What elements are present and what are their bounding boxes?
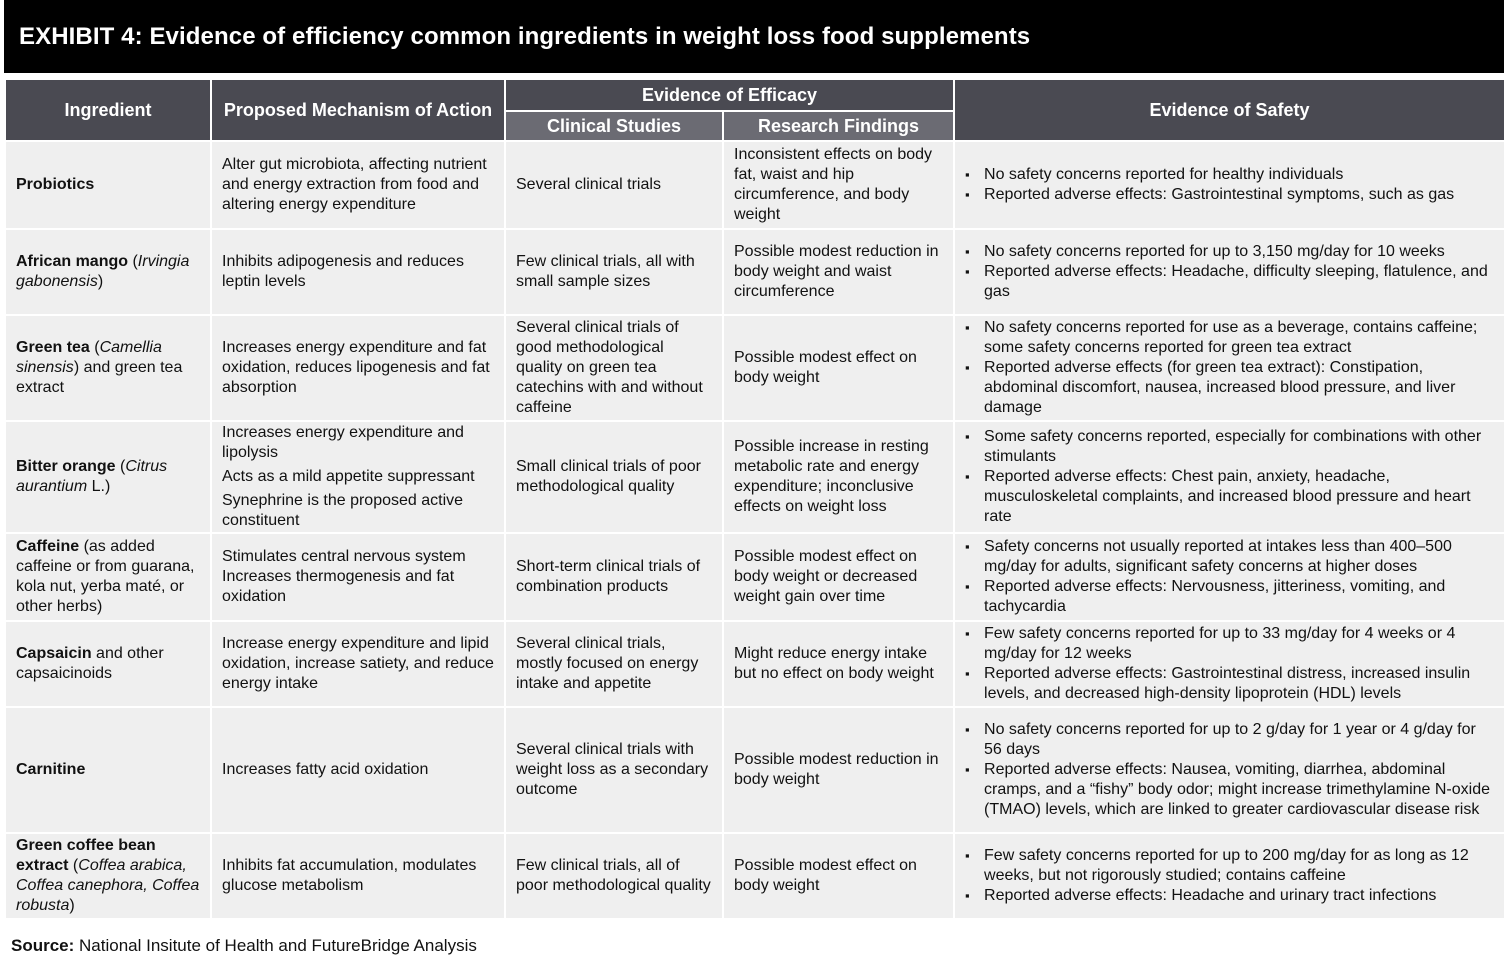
ingredient-cell [5,833,211,919]
mechanism-text: Increases fatty acid oxidation [222,761,429,778]
research-findings-cell: Possible modest effect on body weight [723,315,954,421]
table-row [5,315,1505,421]
header-mechanism: Proposed Mechanism of Action [211,79,505,141]
ingredient-note: ( [115,458,126,475]
ingredient-latin-name: Citrus aurantium [16,458,168,495]
safety-item: ▪ Reported adverse effects (for green tea extract): Constipation, abdominal discomfort, nausea, increased blood pressure, and liver damage [965,358,1494,418]
ingredient-note-end: ) and green tea extract [16,359,183,396]
ingredient-cell [5,421,211,533]
safety-item: ▪ Reported adverse effects: Gastrointestinal distress, increased insulin levels, and decreased high-density lipoprotein (HDL) levels [965,664,1494,704]
ingredient-note: ( [89,339,100,356]
ingredient-cell [5,707,211,833]
table-row [5,229,1505,315]
mechanism-cell [211,707,505,833]
ingredient-cell [5,141,211,229]
ingredient-name: Green tea [16,339,90,356]
ingredient-name: Bitter orange [16,458,116,475]
source-note [11,936,477,956]
header-safety: Evidence of Safety [954,79,1505,141]
evidence-table [4,78,1506,920]
safety-item: ▪ Some safety concerns reported, especially for combinations with other stimulants [965,427,1494,467]
safety-list [965,846,1494,906]
header-efficacy: Evidence of Efficacy [505,79,954,111]
clinical-studies-cell: Several clinical trials, mostly focused on energy intake and appetite [505,621,723,707]
ingredient-cell [5,621,211,707]
ingredient-name: Caffeine [16,538,80,555]
ingredient-cell [5,229,211,315]
ingredient-note: and other capsaicinoids [16,645,164,682]
safety-list [965,427,1494,527]
ingredient-note: ( [128,253,138,270]
safety-cell [954,315,1505,421]
research-findings-cell: Might reduce energy intake but no effect on body weight [723,621,954,707]
clinical-studies-cell: Small clinical trials of poor methodological quality [505,421,723,533]
safety-item: ▪ No safety concerns reported for up to 2 g/day for 1 year or 4 g/day for 56 days [965,720,1494,760]
safety-item: ▪ No safety concerns reported for up to 3,150 mg/day for 10 weeks [965,242,1494,262]
safety-item: ▪ Reported adverse effects: Headache and urinary tract infections [965,886,1494,906]
safety-item: ▪ Few safety concerns reported for up to 200 mg/day for as long as 12 weeks, but not rigorously studied; contains caffeine [965,846,1494,886]
header-research-findings: Research Findings [723,111,954,141]
safety-item: ▪ Reported adverse effects: Chest pain, anxiety, headache, musculoskeletal complaints, and increased blood pressure and heart rate [965,467,1494,527]
safety-item: ▪ No safety concerns reported for use as a beverage, contains caffeine; some safety concerns reported for green tea extract [965,318,1494,358]
exhibit-title: EXHIBIT 4: Evidence of efficiency common ingredients in weight loss food supplements [19,22,1031,50]
ingredient-name: Capsaicin [16,645,92,662]
table-row [5,833,1505,919]
clinical-studies-cell: Several clinical trials of good methodological quality on green tea catechins with and without caffeine [505,315,723,421]
clinical-studies-cell: Few clinical trials, all of poor methodological quality [505,833,723,919]
mechanism-cell [211,533,505,621]
safety-item: ▪ Reported adverse effects: Nervousness, jitteriness, vomiting, and tachycardia [965,577,1494,617]
safety-list [965,165,1494,205]
safety-cell [954,707,1505,833]
research-findings-cell: Possible modest effect on body weight [723,833,954,919]
safety-item: ▪ Safety concerns not usually reported at intakes less than 400–500 mg/day for adults, significant safety concerns at higher doses [965,537,1494,577]
source-text: National Insitute of Health and FutureBridge Analysis [74,936,477,955]
source-label: Source: [11,936,75,955]
safety-item: ▪ Few safety concerns reported for up to 33 mg/day for 4 weeks or 4 mg/day for 12 weeks [965,624,1494,664]
clinical-studies-cell: Few clinical trials, all with small sample sizes [505,229,723,315]
ingredient-note-end: L.) [87,478,111,495]
safety-list [965,318,1494,418]
ingredient-note-end: ) [97,273,104,290]
research-findings-cell: Possible increase in resting metabolic rate and energy expenditure; inconclusive effects on weight loss [723,421,954,533]
safety-list [965,720,1494,820]
ingredient-cell [5,533,211,621]
research-findings-cell: Possible modest reduction in body weight and waist circumference [723,229,954,315]
title-banner [4,0,1504,73]
table-row [5,533,1505,621]
mechanism-cell [211,315,505,421]
mechanism-text: Acts as a mild appetite suppressant [222,468,475,485]
ingredient-name: Carnitine [16,761,86,778]
safety-cell [954,833,1505,919]
research-findings-cell: Possible modest reduction in body weight [723,707,954,833]
research-findings-cell: Possible modest effect on body weight or decreased weight gain over time [723,533,954,621]
mechanism-text: Increase energy expenditure and lipid oxidation, increase satiety, and reduce energy intake [222,635,494,692]
ingredient-name: African mango [16,253,129,270]
ingredient-cell [5,315,211,421]
mechanism-text: Synephrine is the proposed active constituent [222,492,464,529]
mechanism-text: Inhibits adipogenesis and reduces leptin levels [222,253,464,290]
table-row [5,141,1505,229]
clinical-studies-cell: Short-term clinical trials of combination products [505,533,723,621]
ingredient-note-end: ) [69,897,75,914]
safety-cell [954,533,1505,621]
mechanism-cell [211,833,505,919]
safety-list [965,624,1494,704]
safety-item: ▪ Reported adverse effects: Headache, difficulty sleeping, flatulence, and gas [965,262,1494,302]
mechanism-text: Alter gut microbiota, affecting nutrient and energy extraction from food and altering energy expenditure [222,156,487,213]
mechanism-cell [211,621,505,707]
mechanism-cell [211,421,505,533]
header-ingredient: Ingredient [5,79,211,141]
ingredient-name: Green coffee bean extract [16,837,156,874]
safety-cell [954,229,1505,315]
safety-list [965,537,1494,617]
mechanism-text: Increases energy expenditure and fat oxidation, reduces lipogenesis and fat absorption [222,339,490,396]
mechanism-cell [211,229,505,315]
safety-cell [954,621,1505,707]
ingredient-latin-name: Irvingia gabonensis [16,253,190,290]
mechanism-text: Inhibits fat accumulation, modulates glucose metabolism [222,857,477,894]
table-row [5,421,1505,533]
clinical-studies-cell: Several clinical trials [505,141,723,229]
ingredient-note: ( [68,857,79,874]
mechanism-text: Stimulates central nervous system Increases thermogenesis and fat oxidation [222,548,466,605]
ingredient-note: (as added caffeine or from guarana, kola nut, yerba maté, or other herbs) [16,538,195,615]
ingredient-latin-name: Coffea arabica, Coffea canephora, Coffea robusta [16,857,200,914]
mechanism-text: Increases energy expenditure and lipolysis [222,424,464,461]
safety-item: ▪ No safety concerns reported for healthy individuals [965,165,1494,185]
ingredient-latin-name: Camellia sinensis [16,339,162,376]
safety-item: ▪ Reported adverse effects: Nausea, vomiting, diarrhea, abdominal cramps, and a “fishy” body odor; might increase trimethylamine N-oxide (TMAO) levels, which are linked to greater cardiovascular disease risk [965,760,1494,820]
ingredient-name: Probiotics [16,176,95,193]
safety-item: ▪ Reported adverse effects: Gastrointestinal symptoms, such as gas [965,185,1494,205]
research-findings-cell: Inconsistent effects on body fat, waist and hip circumference, and body weight [723,141,954,229]
header-clinical-studies: Clinical Studies [505,111,723,141]
safety-cell [954,421,1505,533]
clinical-studies-cell: Several clinical trials with weight loss as a secondary outcome [505,707,723,833]
safety-cell [954,141,1505,229]
safety-list [965,242,1494,302]
table-row [5,707,1505,833]
table-row [5,621,1505,707]
mechanism-cell [211,141,505,229]
